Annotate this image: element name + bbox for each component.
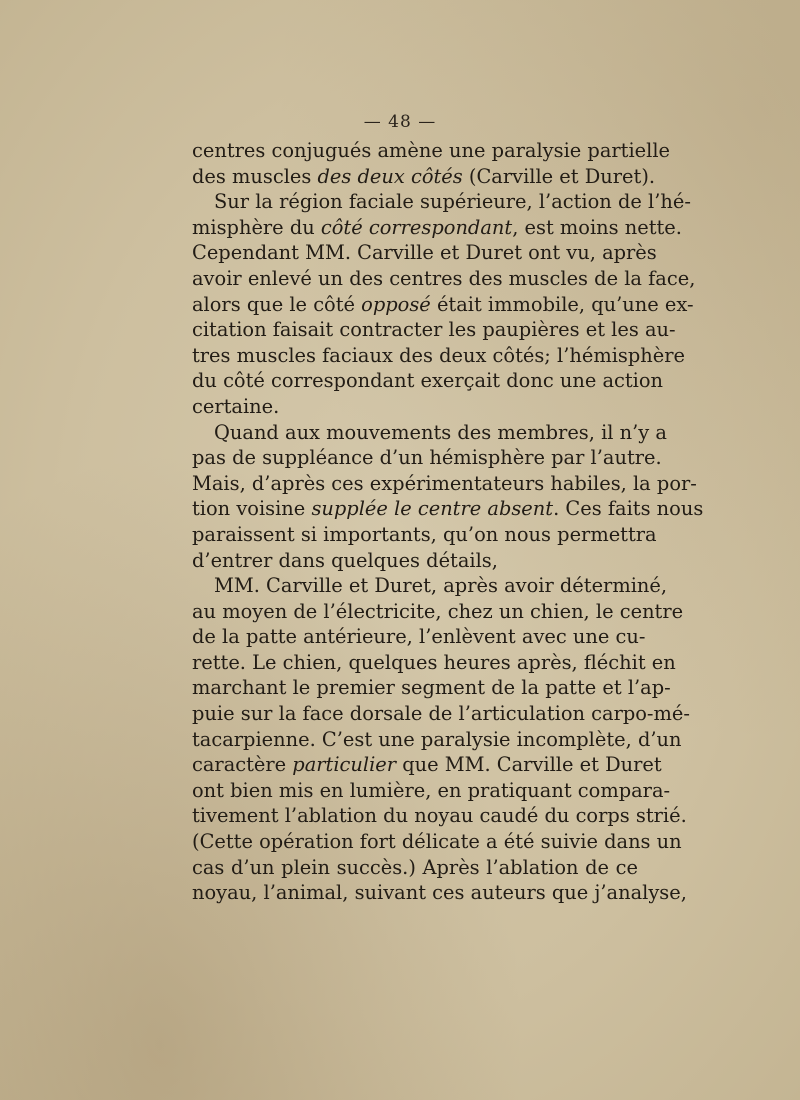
text-line: cas d’un plein succès.) Après l’ablation de ce — [192, 855, 638, 879]
text-line: citation faisait contracter les paupières et les au- — [192, 318, 676, 342]
text-line: (Cette opération fort délicate a été suivie dans un — [192, 830, 682, 854]
text-line: tivement l’ablation du noyau caudé du corps strié. — [192, 804, 687, 828]
text-line: tres muscles faciaux des deux côtés; l’hémisphère — [192, 343, 685, 367]
text-line: certaine. — [192, 394, 280, 418]
text-line: caractère particulier que MM. Carville et Duret — [192, 753, 662, 777]
text-line: d’entrer dans quelques détails, — [192, 548, 498, 572]
text-line: alors que le côté opposé était immobile, qu’une ex- — [192, 292, 694, 316]
text-line: Quand aux mouvements des membres, il n’y a — [214, 420, 667, 444]
text-line: de la patte antérieure, l’enlèvent avec une cu- — [192, 625, 646, 649]
text-line: au moyen de l’électricite, chez un chien, le centre — [192, 599, 684, 623]
text-line: pas de suppléance d’un hémisphère par l’autre. — [192, 446, 662, 470]
text-line: tacarpienne. C’est une paralysie incomplète, d’un — [192, 727, 682, 751]
text-line: noyau, l’animal, suivant ces auteurs que j’analyse, — [192, 881, 687, 905]
page-number: — 48 — — [363, 112, 437, 132]
text-line: des muscles des deux côtés (Carville et Duret). — [192, 164, 656, 188]
text-line: MM. Carville et Duret, après avoir déterminé, — [214, 574, 668, 598]
text-line: ont bien mis en lumière, en pratiquant compara- — [192, 778, 671, 802]
text-line: tion voisine supplée le centre absent. Ces faits nous — [192, 497, 704, 521]
text-line: rette. Le chien, quelques heures après, fléchit en — [192, 650, 676, 674]
text-line: Sur la région faciale supérieure, l’action de l’hé- — [214, 190, 691, 214]
text-line: du côté correspondant exerçait donc une action — [192, 369, 664, 393]
body-text — [192, 138, 704, 906]
text-line: misphère du côté correspondant, est moins nette. — [192, 215, 682, 239]
text-line: Mais, d’après ces expérimentateurs habiles, la por- — [192, 471, 697, 495]
text-line: puie sur la face dorsale de l’articulation carpo-mé- — [192, 702, 690, 726]
text-line: centres conjugués amène une paralysie partielle — [192, 139, 670, 162]
text-line: paraissent si importants, qu’on nous permettra — [192, 522, 657, 546]
text-line: avoir enlevé un des centres des muscles de la face, — [192, 266, 696, 290]
text-line: Cependant MM. Carville et Duret ont vu, après — [192, 241, 657, 265]
text-line: marchant le premier segment de la patte et l’ap- — [192, 676, 671, 700]
